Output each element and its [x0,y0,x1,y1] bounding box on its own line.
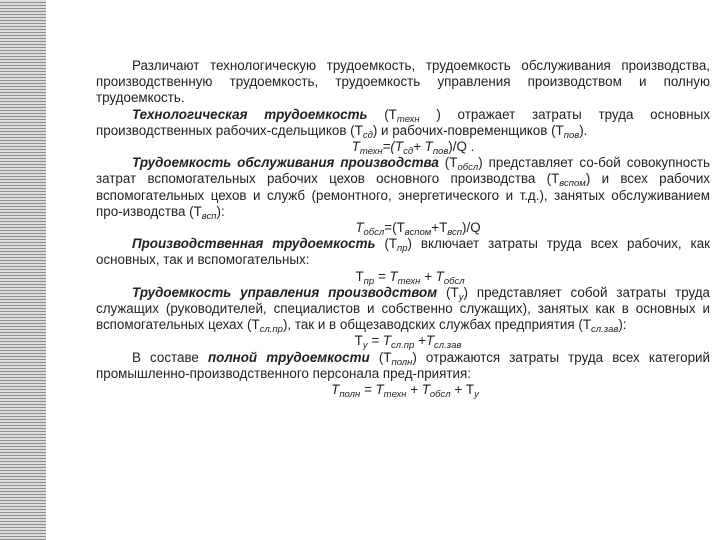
technological-labor-paragraph: Технологическая трудоемкость ($T_{техн}$ ) отражает затраты труда основных производственных рабочих-сдельщиков $(T_{сд})$ и рабочих-повременщиков $(T_{пов})$. [96,106,710,141]
formula-management: $T_у = T_{сл.пр} +T_{сл.зав}$ [354,333,462,352]
term-technological: Технологическая трудоемкость [132,106,368,122]
term-service: Трудоемкость обслуживания производства [132,155,439,171]
total-labor-paragraph: В составе полной трудоемкости $(T_{полн})$ отражаются затраты труда всех категорий промышленно-производственного персонала пред-приятия: [96,349,711,381]
production-labor-paragraph: Производственная трудоемкость $(T_{пр})$ включает затраты труда всех рабочих, как основных, так и вспомогательных: [96,236,711,268]
formula-production: $T_{пр} = T_{техн} + T_{обсл}$ [355,268,465,287]
intro-paragraph: Различают технологическую трудоемкость, трудоемкость обслуживания производства, производственную трудоемкость, трудоемкость управления производством и полную трудоемкость. [96,58,710,106]
formula-service: $T_{обсл}=(T_{вспом}+T_{всп})/Q$ [355,220,481,239]
formula-total: $T_{полн} = T_{техн} + T_{обсл} + T_у$ [331,382,479,401]
term-total: полной трудоемкости [207,349,370,365]
left-stripe-decoration [0,0,46,540]
term-production: Производственная трудоемкость [132,236,376,252]
formula-technological: $T_{техн}=(T_{сд}+ T_{пов})/Q$ . [351,139,475,158]
service-labor-paragraph: Трудоемкость обслуживания производства $(T_{обсл})$ представляет со-бой совокупность затрат вспомогательных рабочих цехов основного производства $(T_{вспом})$ и всех рабочих вспомогательных цехов и служб (ремонтного, энергетического и т.д.), занятых обслуживанием про-изводства $(T_{всп})$: [96,155,711,222]
document-page [96,58,711,401]
term-management: Трудоемкость управления производством [132,284,438,300]
management-labor-paragraph: Трудоемкость управления производством $(T_у)$ представляет собой затраты труда служащих (руководителей, специалистов и собственно служащих), занятых как в основных и вспомогательных цехах $(T_{сл.пр})$, так и в общезаводских службах предприятия $(T_{сл.зав})$: [96,284,711,336]
